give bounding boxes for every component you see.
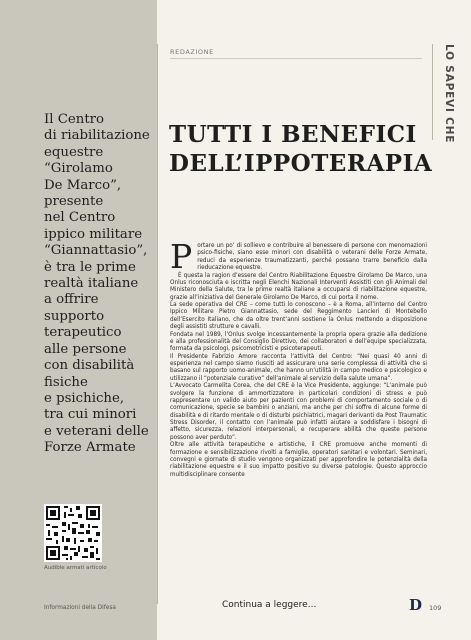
qr-code[interactable] xyxy=(44,504,102,562)
column-divider xyxy=(157,44,158,604)
article-body xyxy=(170,237,427,479)
tab-divider xyxy=(432,44,433,140)
side-tab xyxy=(441,44,457,144)
paragraph: È questa la ragion d’essere del Centro Riabilitazione Equestre Girolamo De Marco, una Onlus riconosciuta e iscritta negli Elenchi Nazionali Interventi Assistiti con gli Animali del Ministero della Salute, tra le prime realtà italiane a occuparsi di riabilitazione equestre, grazie all’iniziativa del Generale Girolamo De Marco, di cui porta il nome. xyxy=(170,272,427,301)
paragraph: Il Presidente Fabrizio Amore racconta l’attività del Centro: “Nei quasi 40 anni di esperienza nel campo siamo riusciti ad assicurare una serie complessa di attività che si basano sul rapporto uomo-animale, che hanno un’utilità in campo medico e psicologico e utilizzano il “potenziale curativo” dell’animale al servizio della salute umana”. xyxy=(170,353,427,382)
section-divider xyxy=(170,58,422,59)
qr-caption: Audible armati articolo xyxy=(44,565,107,571)
section-label: REDAZIONE xyxy=(170,48,214,56)
continue-reading-link[interactable]: Continua a leggere... xyxy=(222,600,317,610)
paragraph: Oltre alle attività terapeutiche e artistiche, il CRE promuove anche momenti di formazione e sensibilizzazione rivolti a famiglie, operatori sanitari e volontari. Seminari, convegni e giornate di studio vengono organizzati per approfondire le potenzialità della riabilitazione equestre e il suo impatto positivo su diverse patologie. Questo approccio multidisciplinare consente xyxy=(170,442,427,478)
sidebar-panel xyxy=(0,0,157,640)
drop-cap: P xyxy=(170,237,193,276)
pullquote: Il Centro di riabilitazione equestre “Girolamo De Marco”, presente nel Centro ippico militare “Giannattasio”, è tra le prime realtà italiane a offrire supporto terapeutico alle persone con disabilità fisiche e psichiche, tra cui minori e veterani delle Forze Armate xyxy=(44,112,150,456)
article-title: TUTTI I BENEFICI DELL’IPPOTERAPIA xyxy=(169,121,433,177)
side-tab-label: LO SAPEVI CHE xyxy=(443,44,455,144)
paragraph: Fondata nel 1989, l’Onlus svolge incessantemente la propria opera grazie alla dedizione e alla professionalità del Consiglio Direttivo, dei collaboratori e dell’equipe specializzata, formata da psicologi, psicomotricisti e psicoterapeuti. xyxy=(170,331,427,353)
paragraph: La sede operativa del CRE – come tutti lo conoscono – è a Roma, all’interno del Centro Ippico Militare Pietro Giannattasio, sede del Reggimento Lancieri di Montebello dell’Esercito Italiano, che da oltre trent’anni sostiene la Onlus mettendo a disposizione degli assistiti strutture e cavalli. xyxy=(170,302,427,331)
publication-name: Informazioni della Difesa xyxy=(44,605,116,611)
paragraph: ortare un po’ di sollievo e contribuire al benessere di persone con menomazioni psico-fisiche, siano esse minori con disabilità o veterani delle Forze Armate, reduci da esperienze traumatizzanti, perché possano trarre beneficio dalla rieducazione equestre. xyxy=(197,243,427,272)
page-number: 109 xyxy=(429,604,442,612)
paragraph: L’Avvocato Carmelita Corea, che del CRE è la Vice Presidente, aggiunge: “L’animale può svolgere la funzione di ammortizzatore in particolari condizioni di stress e può rappresentare un valido aiuto per pazienti con problemi di comportamento sociale o di comunicazione, specie se bambini o anziani, ma anche per chi soffre di alcune forme di disabilità e di ritardo mentale o di disturbi psichiatrici, magari derivanti da Post Traumatic Stress Disorder, il contatto con l’animale può infatti aiutare a soddisfare i bisogni di affetto, sicurezza, relazioni interpersonali, e recuperare abilità che queste persone possono aver perduto”. xyxy=(170,383,427,441)
magazine-logo-icon: D xyxy=(409,596,423,614)
